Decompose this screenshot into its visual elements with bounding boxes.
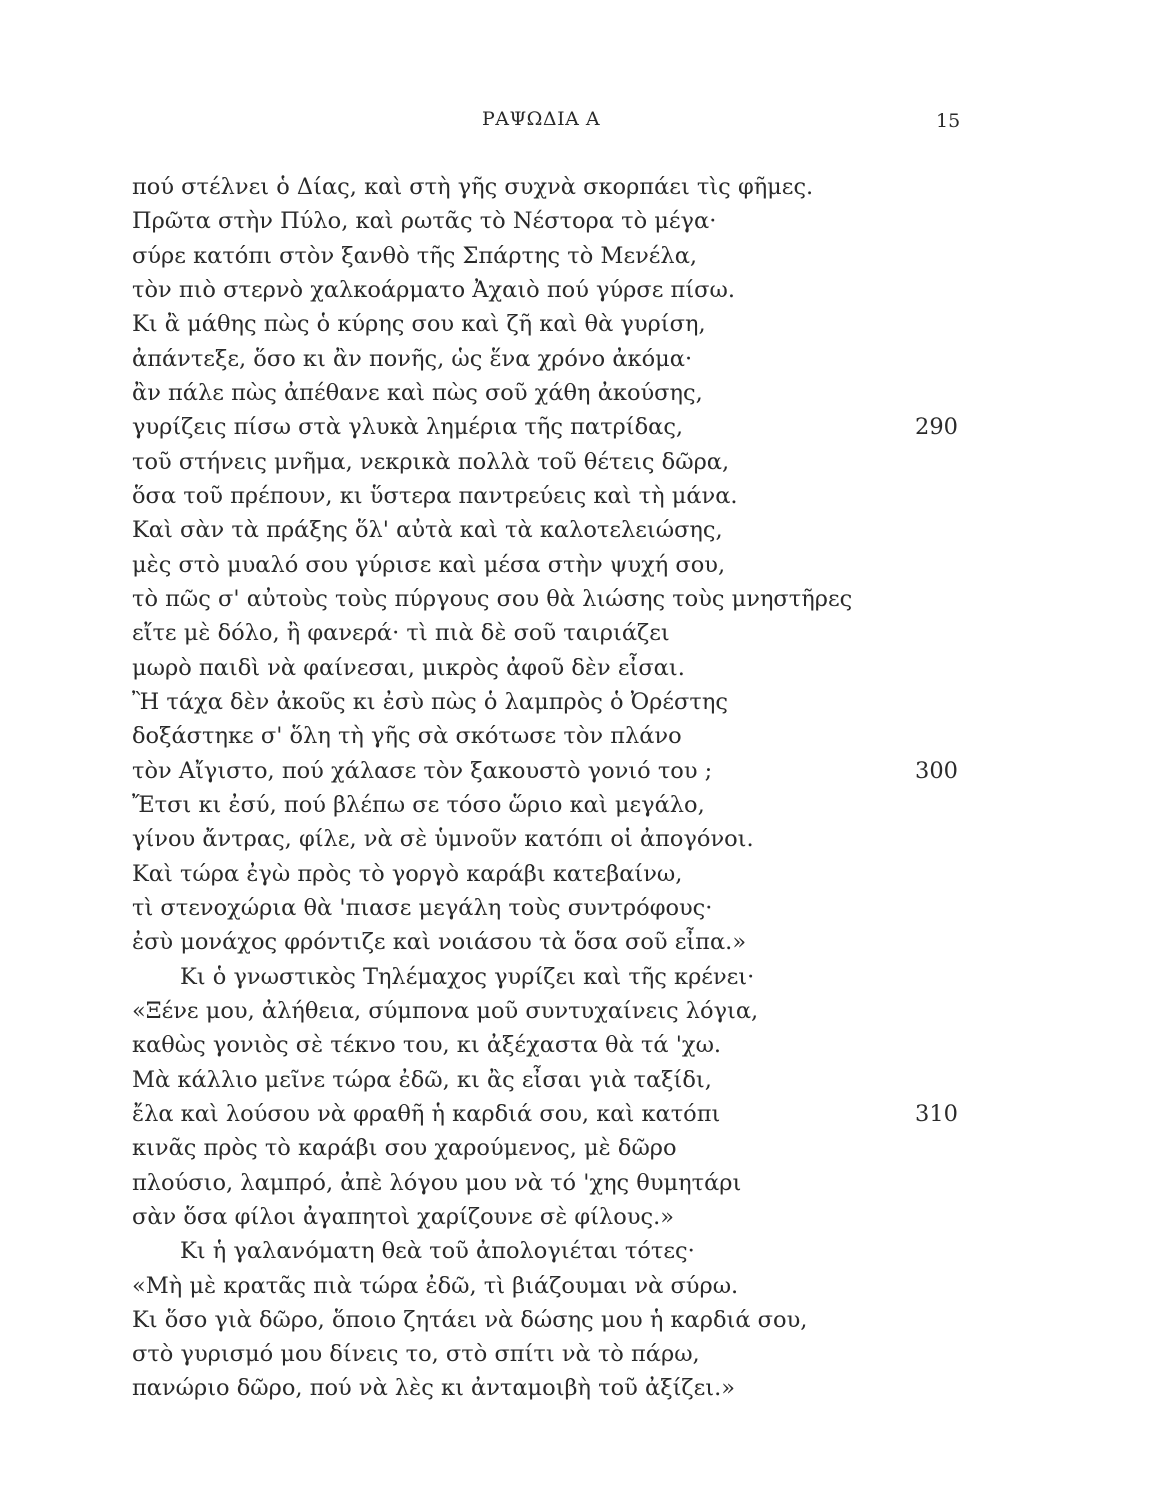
- verse-text: τὸν Αἴγιστο, πού χάλασε τὸν ξακουστὸ γονιό του ;: [132, 757, 713, 784]
- verse-text: Κι ὅσο γιὰ δῶρο, ὅποιο ζητάει νὰ δώσης μου ἡ καρδιά σου,: [132, 1306, 808, 1333]
- verse-line: [132, 685, 962, 719]
- verse-line: [132, 616, 962, 650]
- verse-line: [132, 1269, 962, 1303]
- verse-text: ὅσα τοῦ πρέπουν, κι ὕστερα παντρεύεις καὶ τὴ μάνα.: [132, 482, 738, 509]
- verse-line: [132, 410, 962, 444]
- verse-text: τὸν πιὸ στερνὸ χαλκοάρματο Ἀχαιὸ πού γύρσε πίσω.: [132, 276, 736, 303]
- verse-text: κινᾶς πρὸς τὸ καράβι σου χαρούμενος, μὲ δῶρο: [132, 1135, 677, 1162]
- verse-text: «Μὴ μὲ κρατᾶς πιὰ τώρα ἐδῶ, τὶ βιάζουμαι νὰ σύρω.: [132, 1272, 739, 1299]
- verse-line: [132, 1097, 962, 1131]
- verse-line: [132, 1131, 962, 1165]
- running-title: ΡΑΨΩΔΙΑ Α: [482, 108, 601, 130]
- verse-line: [132, 1200, 962, 1234]
- verse-line: [132, 1028, 962, 1062]
- verse-line: [132, 479, 962, 513]
- verse-text: πανώριο δῶρο, πού νὰ λὲς κι ἀνταμοιβὴ τοῦ ἀξίζει.»: [132, 1375, 736, 1402]
- verse-text: μὲς στὸ μυαλό σου γύρισε καὶ μέσα στὴν ψυχή σου,: [132, 551, 726, 578]
- verse-line: [132, 1371, 962, 1405]
- verse-line: [132, 307, 962, 341]
- verse-line: [132, 239, 962, 273]
- page-number: 15: [936, 110, 961, 132]
- verse-text: Ἔτσι κι ἐσύ, πού βλέπω σε τόσο ὥριο καὶ μεγάλο,: [132, 791, 705, 818]
- verse-text: ἐσὺ μονάχος φρόντιζε καὶ νοιάσου τὰ ὅσα σοῦ εἶπα.»: [132, 929, 747, 956]
- verse-line: [132, 273, 962, 307]
- verse-line: [132, 1234, 962, 1268]
- verse-text: δοξάστηκε σ' ὅλη τὴ γῆς σὰ σκότωσε τὸν πλάνο: [132, 723, 682, 750]
- verse-text: Πρῶτα στὴν Πύλο, καὶ ρωτᾶς τὸ Νέστορα τὸ μέγα·: [132, 208, 717, 235]
- verse-text: σύρε κατόπι στὸν ξανθὸ τῆς Σπάρτης τὸ Μενέλα,: [132, 242, 698, 269]
- verse-text: Μὰ κάλλιο μεῖνε τώρα ἐδῶ, κι ἂς εἶσαι γιὰ ταξίδι,: [132, 1066, 712, 1093]
- verse-line: [132, 1303, 962, 1337]
- verse-text: Κι ἡ γαλανόματη θεὰ τοῦ ἀπολογιέται τότες·: [180, 1238, 695, 1265]
- verse-text: γυρίζεις πίσω στὰ γλυκὰ λημέρια τῆς πατρίδας,: [132, 414, 684, 441]
- verse-line: [132, 857, 962, 891]
- verse-line: [132, 204, 962, 238]
- verse-text: «Ξένε μου, ἀλήθεια, σύμπονα μοῦ συντυχαίνεις λόγια,: [132, 997, 759, 1024]
- verse-text: Κι ἂ μάθης πὼς ὁ κύρης σου καὶ ζῆ καὶ θὰ γυρίση,: [132, 311, 706, 338]
- line-number: 310: [915, 1100, 958, 1127]
- verse-text: τὶ στενοχώρια θὰ 'πιασε μεγάλη τοὺς συντρόφους·: [132, 894, 713, 921]
- verse-line: [132, 822, 962, 856]
- line-number: 300: [915, 757, 958, 784]
- verse-text: στὸ γυρισμό μου δίνεις το, στὸ σπίτι νὰ τὸ πάρω,: [132, 1341, 700, 1368]
- verse-block: [132, 170, 962, 1406]
- verse-line: [132, 925, 962, 959]
- verse-line: [132, 1166, 962, 1200]
- verse-line: [132, 754, 962, 788]
- verse-line: [132, 342, 962, 376]
- verse-line: [132, 960, 962, 994]
- verse-text: εἴτε μὲ δόλο, ἢ φανερά· τὶ πιὰ δὲ σοῦ ταιριάζει: [132, 620, 670, 647]
- verse-line: [132, 1337, 962, 1371]
- verse-line: [132, 376, 962, 410]
- verse-text: ἂν πάλε πὼς ἀπέθανε καὶ πὼς σοῦ χάθη ἀκούσης,: [132, 379, 703, 406]
- verse-text: πλούσιο, λαμπρό, ἀπὲ λόγου μου νὰ τό 'χης θυμητάρι: [132, 1169, 742, 1196]
- verse-line: [132, 445, 962, 479]
- verse-text: σὰν ὅσα φίλοι ἀγαπητοὶ χαρίζουνε σὲ φίλους.»: [132, 1203, 675, 1230]
- line-number: 290: [915, 414, 958, 441]
- verse-line: [132, 582, 962, 616]
- verse-text: ἔλα καὶ λούσου νὰ φραθῆ ἡ καρδιά σου, καὶ κατόπι: [132, 1100, 721, 1127]
- verse-text: γίνου ἄντρας, φίλε, νὰ σὲ ὑμνοῦν κατόπι οἱ ἀπογόνοι.: [132, 826, 754, 853]
- verse-line: [132, 170, 962, 204]
- running-head: [0, 104, 1156, 134]
- verse-text: καθὼς γονιὸς σὲ τέκνο του, κι ἀξέχαστα θὰ τά 'χω.: [132, 1032, 722, 1059]
- verse-text: Ἢ τάχα δὲν ἀκοῦς κι ἐσὺ πὼς ὁ λαμπρὸς ὁ Ὀρέστης: [132, 688, 728, 715]
- verse-line: [132, 548, 962, 582]
- verse-text: Κι ὁ γνωστικὸς Τηλέμαχος γυρίζει καὶ τῆς κρένει·: [180, 963, 755, 990]
- verse-line: [132, 994, 962, 1028]
- verse-text: Καὶ τώρα ἐγὼ πρὸς τὸ γοργὸ καράβι κατεβαίνω,: [132, 860, 683, 887]
- verse-text: πού στέλνει ὁ Δίας, καὶ στὴ γῆς συχνὰ σκορπάει τὶς φῆμες.: [132, 174, 814, 200]
- verse-line: [132, 891, 962, 925]
- verse-text: Καὶ σὰν τὰ πράξης ὅλ' αὐτὰ καὶ τὰ καλοτελειώσης,: [132, 517, 723, 544]
- verse-line: [132, 651, 962, 685]
- verse-line: [132, 719, 962, 753]
- verse-text: ἀπάντεξε, ὅσο κι ἂν πονῆς, ὡς ἕνα χρόνο ἀκόμα·: [132, 345, 693, 372]
- verse-line: [132, 1063, 962, 1097]
- verse-line: [132, 788, 962, 822]
- verse-line: [132, 513, 962, 547]
- verse-text: τοῦ στήνεις μνῆμα, νεκρικὰ πολλὰ τοῦ θέτεις δῶρα,: [132, 448, 730, 475]
- verse-text: μωρὸ παιδὶ νὰ φαίνεσαι, μικρὸς ἀφοῦ δὲν εἶσαι.: [132, 654, 685, 681]
- verse-text: τὸ πῶς σ' αὐτοὺς τοὺς πύργους σου θὰ λιώσης τοὺς μνηστῆρες: [132, 585, 853, 612]
